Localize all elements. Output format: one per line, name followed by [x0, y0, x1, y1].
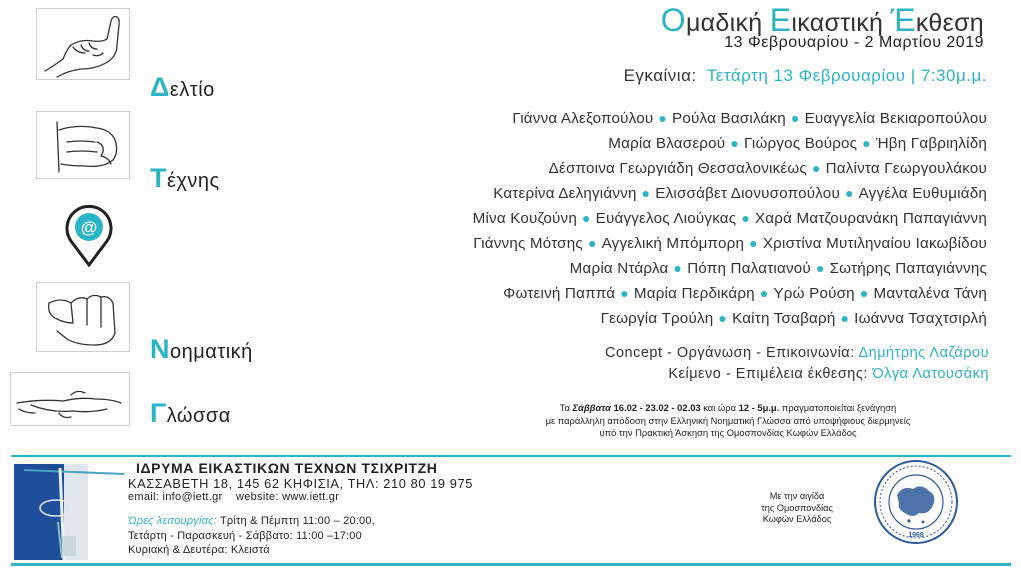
artist-name: Μαρία Περδικάρη — [633, 285, 755, 302]
artist-name: Υρώ Ρούση — [773, 285, 855, 302]
hand-sign-t-icon — [36, 111, 130, 179]
artist-name: Ελισσάβετ Διονυσοπούλου — [655, 185, 840, 202]
artist-row — [473, 106, 987, 131]
website-link[interactable]: www.iett.gr — [282, 491, 340, 503]
hand-sign-d-icon — [36, 8, 130, 80]
footer-divider-top — [11, 455, 1011, 457]
institution-name: ΙΔΡΥΜΑ ΕΙΚΑΣΤΙΚΩΝ ΤΕΧΝΩΝ ΤΣΙΧΡΙΤΖΗ — [136, 460, 438, 476]
bullet-dot: ● — [840, 310, 850, 326]
opening-hours: Ώρες λειτουργίας: Τρίτη & Πέμπτη 11:00 – 20:00, Τετάρτη - Παρασκευή - Σάββατο: 11:00 –17:00 Κυριακή & Δευτέρα: Κλειστά — [128, 515, 375, 556]
artists-list — [473, 106, 987, 331]
artist-name: Μαρία Ντάρλα — [569, 260, 669, 277]
artist-name: Πόπη Παλατιανού — [687, 260, 811, 277]
bullet-dot: ● — [759, 285, 769, 301]
artist-name: Καίτη Τσαβαρή — [732, 310, 836, 327]
word-technis: Τέχνης — [150, 163, 220, 193]
location-pin-at-icon — [61, 205, 117, 267]
bullet-dot: ● — [581, 210, 591, 226]
artist-name: Αγγέλα Ευθυμιάδη — [858, 185, 987, 202]
bullet-dot: ● — [741, 210, 750, 226]
bullet-dot: ● — [859, 285, 869, 301]
artist-name: Χαρά Ματζουρανάκη Παπαγιάννη — [754, 210, 987, 227]
bullet-dot: ● — [658, 110, 668, 126]
bullet-dot: ● — [862, 135, 871, 151]
institution-address: ΚΑΣΣΑΒΕΤΗ 18, 145 62 ΚΗΦΙΣΙΑ, ΤΗΛ: 210 80 19 975 — [128, 476, 473, 491]
bullet-dot: ● — [641, 185, 651, 201]
bullet-dot: ● — [790, 110, 800, 126]
artist-row — [473, 231, 987, 256]
credit-text: Κείμενο - Επιμέλεια έκθεσης: Όλγα Λατουσάκη — [668, 366, 989, 382]
bullet-dot: ● — [620, 285, 629, 301]
artist-name: Φωτεινή Παππά — [503, 285, 616, 302]
word-glossa: Γλώσσα — [150, 398, 231, 428]
artist-name: Ιωάννα Τσαχτσιρλή — [854, 310, 987, 327]
artist-name: Σωτήρης Παπαγιάννης — [829, 260, 987, 277]
bullet-dot: ● — [749, 235, 758, 251]
artist-name: Χριστίνα Μυτιληναίου Ιακωβίδου — [762, 235, 987, 252]
opening-label: Εγκαίνια: — [623, 66, 697, 85]
artist-name: Γιώργος Βούρος — [743, 135, 858, 152]
svg-text:@: @ — [80, 218, 98, 237]
artist-name: Κατερίνα Δεληγιάννη — [493, 185, 637, 202]
bullet-dot: ● — [811, 160, 821, 176]
artist-name: Ευαγγελία Βεκιαροπούλου — [804, 110, 987, 127]
bullet-dot: ● — [730, 135, 739, 151]
artist-row — [473, 281, 987, 306]
artist-row — [473, 206, 987, 231]
word-nohmatiki: Νοηματική — [150, 334, 253, 364]
bullet-dot: ● — [844, 185, 854, 201]
exhibition-dates: 13 Φεβρουαρίου - 2 Μαρτίου 2019 — [724, 34, 984, 51]
artist-name: Γιάννης Μότσης — [473, 235, 583, 252]
credit-concept: Concept - Οργάνωση - Επικοινωνία: Δημήτρης Λαζάρου — [604, 345, 989, 361]
guided-tour-note: Τα Σάββατα 16.02 - 23.02 - 02.03 και ώρα 12 - 5μ.μ. πραγματοποιείται ξενάγηση με παράλληλη απόδοση στην Ελληνική Νοηματική Γλώσσα από υποψήφιους διερμηνείς υπό την Πρακτική Άσκηση της Ομοσπονδίας Κωφών Ελλάδος — [545, 402, 911, 438]
artist-name: Μανταλένα Τάνη — [873, 285, 987, 302]
artist-name: Μίνα Κουζούνη — [472, 210, 577, 227]
bullet-dot: ● — [587, 235, 597, 251]
bullet-dot: ● — [815, 260, 825, 276]
artist-name: Δέσποινα Γεωργιάδη Θεσσαλονικέως — [548, 160, 807, 177]
hand-sign-g-icon — [10, 372, 130, 426]
opening-info — [624, 66, 987, 86]
artist-name: Αγγελική Μπόμπορη — [601, 235, 745, 252]
artist-row — [473, 156, 987, 181]
exhibition-title: Ομαδική Εικαστική Έκθεση — [660, 2, 984, 38]
artist-row — [473, 131, 987, 156]
artist-name: Ήβη Γαβριηλίδη — [875, 135, 987, 152]
artist-row — [473, 306, 987, 331]
bullet-dot: ● — [673, 260, 683, 276]
email-link[interactable]: info@iett.gr — [162, 491, 223, 503]
artist-name: Παλίντα Γεωργουλάκου — [825, 160, 987, 177]
artist-row — [473, 256, 987, 281]
artist-name: Γιάννα Αλεξοπούλου — [512, 110, 654, 127]
hand-sign-n-icon — [36, 282, 130, 352]
institution-logo — [14, 462, 126, 562]
bullet-dot: ● — [718, 310, 728, 326]
seal-year: 1968 — [908, 532, 924, 539]
federation-seal — [873, 459, 959, 545]
artist-name: Ευάγγελος Λιούγκας — [595, 210, 737, 227]
institution-contact: email: info@iett.gr website: www.iett.gr — [128, 491, 340, 503]
opening-value: Τετάρτη 13 Φεβρουαρίου | 7:30μ.μ. — [706, 66, 987, 85]
artist-name: Ρούλα Βασιλάκη — [672, 110, 786, 127]
footer-divider-bottom — [11, 563, 1011, 566]
aegis-note: Με την αιγίδα της Ομοσπονδίας Κωφών Ελλάδος — [761, 491, 833, 524]
artist-name: Γεωργία Τρούλη — [600, 310, 714, 327]
artist-name: Μαρία Βλασερού — [608, 135, 726, 152]
artist-row — [473, 181, 987, 206]
word-deltio: Δελτίο — [150, 72, 215, 102]
